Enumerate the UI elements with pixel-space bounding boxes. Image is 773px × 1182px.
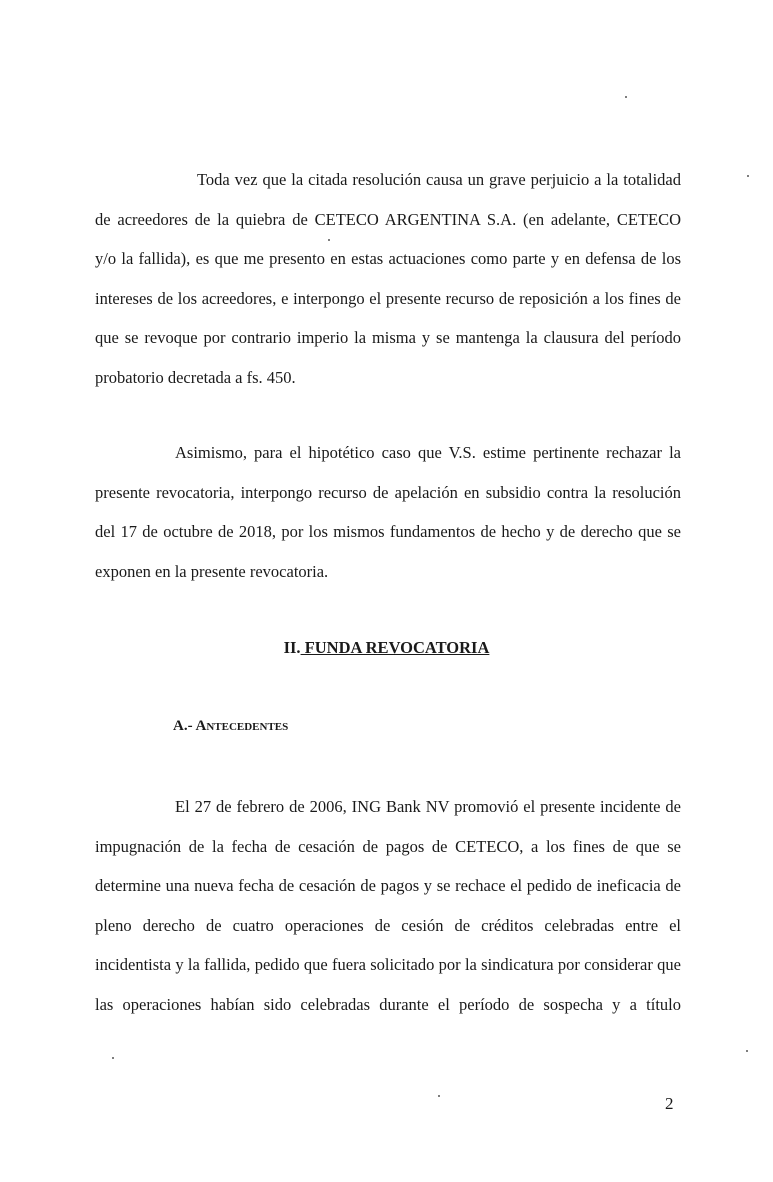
paragraph-line: intereses de los acreedores, e interpongo el presente recurso de reposición a los fines de xyxy=(95,288,681,308)
paragraph-line: determine una nueva fecha de cesación de pagos y se rechace el pedido de ineficacia de xyxy=(95,876,681,895)
paragraph-3 xyxy=(95,787,681,1024)
section-number: II. xyxy=(283,638,301,657)
page-number: 2 xyxy=(665,1094,674,1113)
paragraph-2 xyxy=(95,433,681,591)
paragraph-line: del 17 de octubre de 2018, por los mismos fundamentos de hecho y de derecho que se xyxy=(95,522,681,541)
paragraph-line: impugnación de la fecha de cesación de pagos de CETECO, a los fines de que se xyxy=(95,836,681,856)
paragraph-line: las operaciones habían sido celebradas durante el período de sospecha y a título xyxy=(95,994,681,1014)
scan-speck xyxy=(438,1095,440,1097)
paragraph-line: El 27 de febrero de 2006, ING Bank NV promovió el presente incidente de xyxy=(175,797,681,816)
paragraph-line: pleno derecho de cuatro operaciones de cesión de créditos celebradas entre el xyxy=(95,915,681,935)
paragraph-line: probatorio decretada a fs. 450. xyxy=(95,367,296,387)
paragraph-line: de acreedores de la quiebra de CETECO ARGENTINA S.A. (en adelante, CETECO xyxy=(95,209,681,229)
scan-speck xyxy=(112,1057,114,1059)
section-title: FUNDA REVOCATORIA xyxy=(300,638,490,657)
scan-speck xyxy=(746,1050,748,1052)
scan-speck xyxy=(328,239,330,241)
scan-speck xyxy=(625,96,627,98)
paragraph-line: Toda vez que la citada resolución causa un grave perjuicio a la totalidad xyxy=(197,170,681,189)
paragraph-line: que se revoque por contrario imperio la misma y se mantenga la clausura del período xyxy=(95,328,681,347)
paragraph-1 xyxy=(95,160,681,397)
paragraph-line: presente revocatoria, interpongo recurso de apelación en subsidio contra la resolución xyxy=(95,482,681,502)
paragraph-line: exponen en la presente revocatoria. xyxy=(95,561,329,581)
subsection-heading: A.- Antecedentes xyxy=(173,718,289,734)
scan-speck xyxy=(747,175,749,177)
paragraph-line: y/o la fallida), es que me presento en estas actuaciones como parte y en defensa de los xyxy=(95,249,681,268)
paragraph-line: incidentista y la fallida, pedido que fuera solicitado por la sindicatura por considerar que xyxy=(95,955,681,974)
section-heading xyxy=(0,638,773,658)
paragraph-line: Asimismo, para el hipotético caso que V.S. estime pertinente rechazar la xyxy=(175,443,681,462)
